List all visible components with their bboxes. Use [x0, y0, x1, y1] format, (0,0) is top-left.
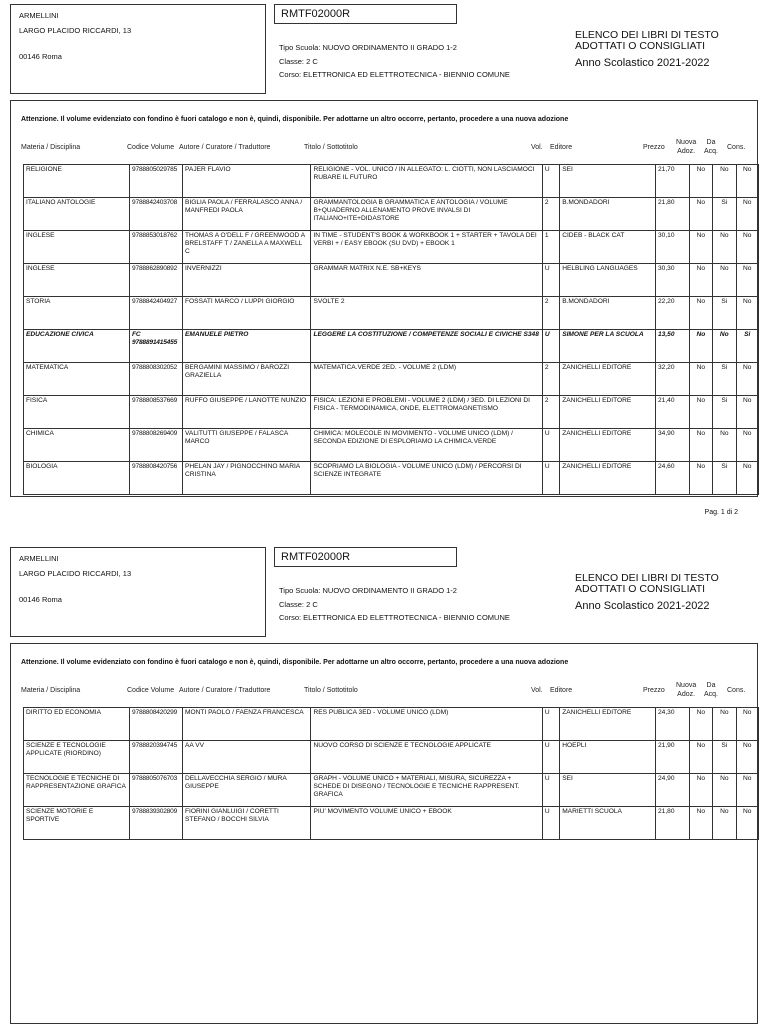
books-table: [23, 164, 759, 495]
col-header-da-line2: Acq.: [704, 691, 719, 698]
cell-cons: No: [736, 198, 758, 231]
cell-editore: CIDEB - BLACK CAT: [560, 231, 656, 264]
cell-materia: TECNOLOGIE E TECNICHE DI RAPPRESENTAZIONE GRAFICA: [24, 774, 130, 807]
cell-prezzo: 32,20: [656, 363, 690, 396]
cell-codice: 9788842403708: [130, 198, 183, 231]
cell-materia: SCIENZE MOTORIE E SPORTIVE: [24, 807, 130, 840]
cell-nuova-adoz: No: [689, 708, 712, 741]
cell-prezzo: 24,90: [656, 774, 690, 807]
cell-autore: BIGLIA PAOLA / FERRALASCO ANNA / MANFREDI PAOLA: [183, 198, 311, 231]
cell-da-acq: No: [713, 330, 736, 363]
col-header-editore: Editore: [550, 687, 573, 694]
elenco-title-line1: ELENCO DEI LIBRI DI TESTO: [575, 29, 719, 41]
elenco-title-line1: ELENCO DEI LIBRI DI TESTO: [575, 572, 719, 584]
cell-cons: No: [736, 264, 758, 297]
cell-vol: 1: [542, 231, 559, 264]
col-header-editore: Editore: [550, 144, 573, 151]
cell-autore: DELLAVECCHIA SERGIO / MURA GIUSEPPE: [183, 774, 311, 807]
cell-materia: INGLESE: [24, 231, 130, 264]
cell-titolo: SVOLTE 2: [311, 297, 542, 330]
cell-nuova-adoz: No: [689, 264, 712, 297]
table-row: [24, 741, 759, 774]
cell-vol: U: [542, 774, 559, 807]
table-row: [24, 165, 759, 198]
cell-materia: BIOLOGIA: [24, 462, 130, 495]
cell-cons: No: [736, 774, 758, 807]
cell-editore: SIMONE PER LA SCUOLA: [560, 330, 656, 363]
cell-titolo: NUOVO CORSO DI SCIENZE E TECNOLOGIE APPLICATE: [311, 741, 542, 774]
cell-autore: EMANUELE PIETRO: [183, 330, 311, 363]
cell-vol: U: [542, 708, 559, 741]
cell-vol: 2: [542, 198, 559, 231]
books-panel: [10, 643, 758, 1024]
table-row: [24, 708, 759, 741]
cell-da-acq: Si: [713, 198, 736, 231]
cell-materia: MATEMATICA: [24, 363, 130, 396]
cell-cons: No: [736, 429, 758, 462]
cell-titolo: LEGGERE LA COSTITUZIONE / COMPETENZE SOCIALI E CIVICHE S348: [311, 330, 542, 363]
classe: Classe: 2 C: [279, 57, 318, 66]
cell-materia: STORIA: [24, 297, 130, 330]
cell-nuova-adoz: No: [689, 429, 712, 462]
cell-codice: 9788862890892: [130, 264, 183, 297]
cell-codice: 9788808537669: [130, 396, 183, 429]
school-city: 00146 Roma: [19, 52, 62, 61]
corso: Corso: ELETTRONICA ED ELETTROTECNICA - BIENNIO COMUNE: [279, 70, 510, 79]
cell-autore: FIORINI GIANLUIGI / CORETTI STEFANO / BOCCHI SILVIA: [183, 807, 311, 840]
cell-da-acq: Si: [713, 363, 736, 396]
corso: Corso: ELETTRONICA ED ELETTROTECNICA - BIENNIO COMUNE: [279, 613, 510, 622]
warning-text: Attenzione. Il volume evidenziato con fondino è fuori catalogo e non è, quindi, disponibile. Per adottarne un altro occorre, pertanto, procedere a una nuova adozione: [21, 116, 569, 123]
col-header-nuova-adoz: [676, 681, 696, 699]
col-header-da-acq: [704, 138, 718, 156]
col-header-da-line1: Da: [706, 682, 716, 689]
books-table-body: [24, 165, 759, 495]
cell-cons: No: [736, 297, 758, 330]
col-header-cons: Cons.: [727, 144, 746, 151]
col-header-nuova-line2: Adoz.: [677, 148, 696, 155]
cell-editore: HELBLING LANGUAGES: [560, 264, 656, 297]
cell-prezzo: 21,90: [656, 741, 690, 774]
cell-prezzo: 21,80: [656, 198, 690, 231]
cell-titolo: PIU' MOVIMENTO VOLUME UNICO + EBOOK: [311, 807, 542, 840]
cell-editore: B.MONDADORI: [560, 198, 656, 231]
col-header-vol: Vol.: [531, 144, 543, 151]
cell-materia: DIRITTO ED ECONOMIA: [24, 708, 130, 741]
cell-cons: No: [736, 396, 758, 429]
col-header-prezzo: Prezzo: [643, 687, 665, 694]
table-row: [24, 363, 759, 396]
cell-titolo: GRAPH - VOLUME UNICO + MATERIALI, MISURA, SICUREZZA + SCHEDE DI DISEGNO / TECNOLOGIE E TECNICHE RAPPRESENT. GRAFICA: [311, 774, 542, 807]
cell-titolo: RES PUBLICA 3ED - VOLUME UNICO (LDM): [311, 708, 542, 741]
table-row: [24, 330, 759, 363]
cell-da-acq: Si: [713, 396, 736, 429]
page-number: Pag. 1 di 2: [704, 509, 738, 516]
cell-nuova-adoz: No: [689, 330, 712, 363]
school-city: 00146 Roma: [19, 595, 62, 604]
cell-codice: 9788842404927: [130, 297, 183, 330]
table-row: [24, 231, 759, 264]
col-header-titolo: Titolo / Sottotitolo: [304, 687, 358, 694]
books-table: [23, 707, 759, 840]
col-header-da-line2: Acq.: [704, 148, 719, 155]
col-header-codice: Codice Volume: [127, 144, 175, 151]
school-info-box: [10, 4, 266, 94]
cell-da-acq: No: [713, 165, 736, 198]
cell-materia: CHIMICA: [24, 429, 130, 462]
cell-titolo: FISICA: LEZIONI E PROBLEMI - VOLUME 2 (LDM) / 3ED. DI LEZIONI DI FISICA - TERMODINAMICA, ONDE, ELETTROMAGNETISMO: [311, 396, 542, 429]
col-header-nuova-adoz: [676, 138, 696, 156]
cell-cons: No: [736, 462, 758, 495]
table-row: [24, 198, 759, 231]
anno-scolastico: Anno Scolastico 2021-2022: [575, 600, 710, 612]
cell-vol: 2: [542, 363, 559, 396]
cell-da-acq: Si: [713, 741, 736, 774]
cell-titolo: SCOPRIAMO LA BIOLOGIA - VOLUME UNICO (LDM) / PERCORSI DI SCIENZE INTEGRATE: [311, 462, 542, 495]
cell-da-acq: No: [713, 231, 736, 264]
cell-editore: ZANICHELLI EDITORE: [560, 708, 656, 741]
school-info-box: [10, 547, 266, 637]
books-table-body: [24, 708, 759, 840]
cell-da-acq: No: [713, 807, 736, 840]
cell-autore: RUFFO GIUSEPPE / LANOTTE NUNZIO: [183, 396, 311, 429]
cell-da-acq: No: [713, 429, 736, 462]
cell-cons: No: [736, 741, 758, 774]
school-name: ARMELLINI: [19, 554, 59, 563]
table-row: [24, 774, 759, 807]
cell-nuova-adoz: No: [689, 231, 712, 264]
cell-cons: No: [736, 807, 758, 840]
elenco-title-line2: ADOTTATI O CONSIGLIATI: [575, 583, 706, 595]
cell-editore: MARIETTI SCUOLA: [560, 807, 656, 840]
cell-codice: 9788808269409: [130, 429, 183, 462]
cell-vol: U: [542, 462, 559, 495]
tipo-scuola: Tipo Scuola: NUOVO ORDINAMENTO II GRADO 1-2: [279, 43, 457, 52]
cell-codice: FC 9788891415455: [130, 330, 183, 363]
table-row: [24, 462, 759, 495]
cell-editore: ZANICHELLI EDITORE: [560, 462, 656, 495]
col-header-nuova-line2: Adoz.: [677, 691, 696, 698]
cell-editore: ZANICHELLI EDITORE: [560, 396, 656, 429]
cell-autore: BERGAMINI MASSIMO / BAROZZI GRAZIELLA: [183, 363, 311, 396]
cell-vol: 2: [542, 297, 559, 330]
cell-vol: U: [542, 165, 559, 198]
cell-autore: VALITUTTI GIUSEPPE / FALASCA MARCO: [183, 429, 311, 462]
cell-prezzo: 13,50: [656, 330, 690, 363]
cell-titolo: MATEMATICA.VERDE 2ED. - VOLUME 2 (LDM): [311, 363, 542, 396]
cell-cons: No: [736, 165, 758, 198]
col-header-nuova-line1: Nuova: [676, 139, 697, 146]
school-address: LARGO PLACIDO RICCARDI, 13: [19, 569, 132, 578]
col-header-prezzo: Prezzo: [643, 144, 665, 151]
cell-da-acq: No: [713, 264, 736, 297]
cell-codice: 9788820394745: [130, 741, 183, 774]
cell-editore: ZANICHELLI EDITORE: [560, 363, 656, 396]
col-header-titolo: Titolo / Sottotitolo: [304, 144, 358, 151]
cell-autore: THOMAS A O'DELL F / GREENWOOD A BRELSTAFF T / ZANELLA A MAXWELL C: [183, 231, 311, 264]
cell-da-acq: No: [713, 774, 736, 807]
cell-vol: 2: [542, 396, 559, 429]
cell-titolo: GRAMMANTOLOGIA B GRAMMATICA E ANTOLOGIA / VOLUME B+QUADERNO ALLENAMENTO PROVE INVALSI DI ITALIANO+ITE+DIDASTORE: [311, 198, 542, 231]
school-code: RMTF02000R: [274, 4, 457, 24]
cell-vol: U: [542, 330, 559, 363]
tipo-scuola: Tipo Scuola: NUOVO ORDINAMENTO II GRADO 1-2: [279, 586, 457, 595]
cell-cons: No: [736, 708, 758, 741]
table-row: [24, 264, 759, 297]
cell-autore: MONTI PAOLO / FAENZA FRANCESCA: [183, 708, 311, 741]
col-header-vol: Vol.: [531, 687, 543, 694]
cell-prezzo: 30,10: [656, 231, 690, 264]
col-header-da-line1: Da: [706, 139, 716, 146]
cell-vol: U: [542, 429, 559, 462]
cell-editore: SEI: [560, 165, 656, 198]
cell-autore: PHELAN JAY / PIGNOCCHINO MARIA CRISTINA: [183, 462, 311, 495]
cell-titolo: IN TIME - STUDENT'S BOOK & WORKBOOK 1 + STARTER + TAVOLA DEI VERBI + / EASY EBOOK (SU DVD) + EBOOK 1: [311, 231, 542, 264]
cell-prezzo: 30,30: [656, 264, 690, 297]
col-header-cons: Cons.: [727, 687, 746, 694]
cell-materia: SCIENZE E TECNOLOGIE APPLICATE (RIORDINO): [24, 741, 130, 774]
cell-codice: 9788808302052: [130, 363, 183, 396]
cell-codice: 9788805029785: [130, 165, 183, 198]
cell-vol: U: [542, 741, 559, 774]
cell-prezzo: 22,20: [656, 297, 690, 330]
cell-materia: INGLESE: [24, 264, 130, 297]
cell-nuova-adoz: No: [689, 165, 712, 198]
cell-codice: 9788808420756: [130, 462, 183, 495]
cell-codice: 9788808420299: [130, 708, 183, 741]
cell-titolo: GRAMMAR MATRIX N.E. SB+KEYS: [311, 264, 542, 297]
cell-da-acq: No: [713, 708, 736, 741]
cell-titolo: RELIGIONE - VOL. UNICO / IN ALLEGATO: L. CIOTTI, NON LASCIAMOCI RUBARE IL FUTURO: [311, 165, 542, 198]
cell-editore: B.MONDADORI: [560, 297, 656, 330]
cell-prezzo: 21,70: [656, 165, 690, 198]
cell-vol: U: [542, 264, 559, 297]
cell-editore: SEI: [560, 774, 656, 807]
cell-autore: FOSSATI MARCO / LUPPI GIORGIO: [183, 297, 311, 330]
cell-codice: 9788805076703: [130, 774, 183, 807]
cell-titolo: CHIMICA: MOLECOLE IN MOVIMENTO - VOLUME UNICO (LDM) / SECONDA EDIZIONE DI ESPLORIAMO LA CHIMICA.VERDE: [311, 429, 542, 462]
col-header-materia: Materia / Disciplina: [21, 144, 81, 151]
cell-nuova-adoz: No: [689, 462, 712, 495]
cell-prezzo: 21,80: [656, 807, 690, 840]
cell-editore: HOEPLI: [560, 741, 656, 774]
cell-prezzo: 21,40: [656, 396, 690, 429]
col-header-codice: Codice Volume: [127, 687, 175, 694]
classe: Classe: 2 C: [279, 600, 318, 609]
table-row: [24, 807, 759, 840]
cell-vol: U: [542, 807, 559, 840]
cell-autore: PAJER FLAVIO: [183, 165, 311, 198]
cell-prezzo: 24,60: [656, 462, 690, 495]
cell-codice: 9788853018762: [130, 231, 183, 264]
col-header-autore: Autore / Curatore / Traduttore: [179, 144, 271, 151]
cell-autore: INVERNIZZI: [183, 264, 311, 297]
cell-materia: RELIGIONE: [24, 165, 130, 198]
cell-cons: No: [736, 363, 758, 396]
cell-da-acq: Si: [713, 297, 736, 330]
books-panel: [10, 100, 758, 497]
cell-nuova-adoz: No: [689, 396, 712, 429]
cell-materia: FISICA: [24, 396, 130, 429]
cell-prezzo: 24,30: [656, 708, 690, 741]
cell-prezzo: 34,90: [656, 429, 690, 462]
anno-scolastico: Anno Scolastico 2021-2022: [575, 57, 710, 69]
col-header-autore: Autore / Curatore / Traduttore: [179, 687, 271, 694]
elenco-title-line2: ADOTTATI O CONSIGLIATI: [575, 40, 706, 52]
cell-editore: ZANICHELLI EDITORE: [560, 429, 656, 462]
cell-materia: EDUCAZIONE CIVICA: [24, 330, 130, 363]
cell-autore: AA VV: [183, 741, 311, 774]
cell-cons: Si: [736, 330, 758, 363]
cell-nuova-adoz: No: [689, 807, 712, 840]
cell-nuova-adoz: No: [689, 774, 712, 807]
warning-text: Attenzione. Il volume evidenziato con fondino è fuori catalogo e non è, quindi, disponibile. Per adottarne un altro occorre, pertanto, procedere a una nuova adozione: [21, 659, 569, 666]
report-page-2: [0, 543, 768, 1024]
cell-codice: 9788839302809: [130, 807, 183, 840]
school-address: LARGO PLACIDO RICCARDI, 13: [19, 26, 132, 35]
col-header-nuova-line1: Nuova: [676, 682, 697, 689]
col-header-materia: Materia / Disciplina: [21, 687, 81, 694]
cell-nuova-adoz: No: [689, 363, 712, 396]
table-row: [24, 429, 759, 462]
cell-nuova-adoz: No: [689, 741, 712, 774]
cell-cons: No: [736, 231, 758, 264]
school-code: RMTF02000R: [274, 547, 457, 567]
cell-materia: ITALIANO ANTOLOGIE: [24, 198, 130, 231]
table-row: [24, 396, 759, 429]
cell-nuova-adoz: No: [689, 297, 712, 330]
school-name: ARMELLINI: [19, 11, 59, 20]
col-header-da-acq: [704, 681, 718, 699]
table-row: [24, 297, 759, 330]
cell-da-acq: Si: [713, 462, 736, 495]
cell-nuova-adoz: No: [689, 198, 712, 231]
